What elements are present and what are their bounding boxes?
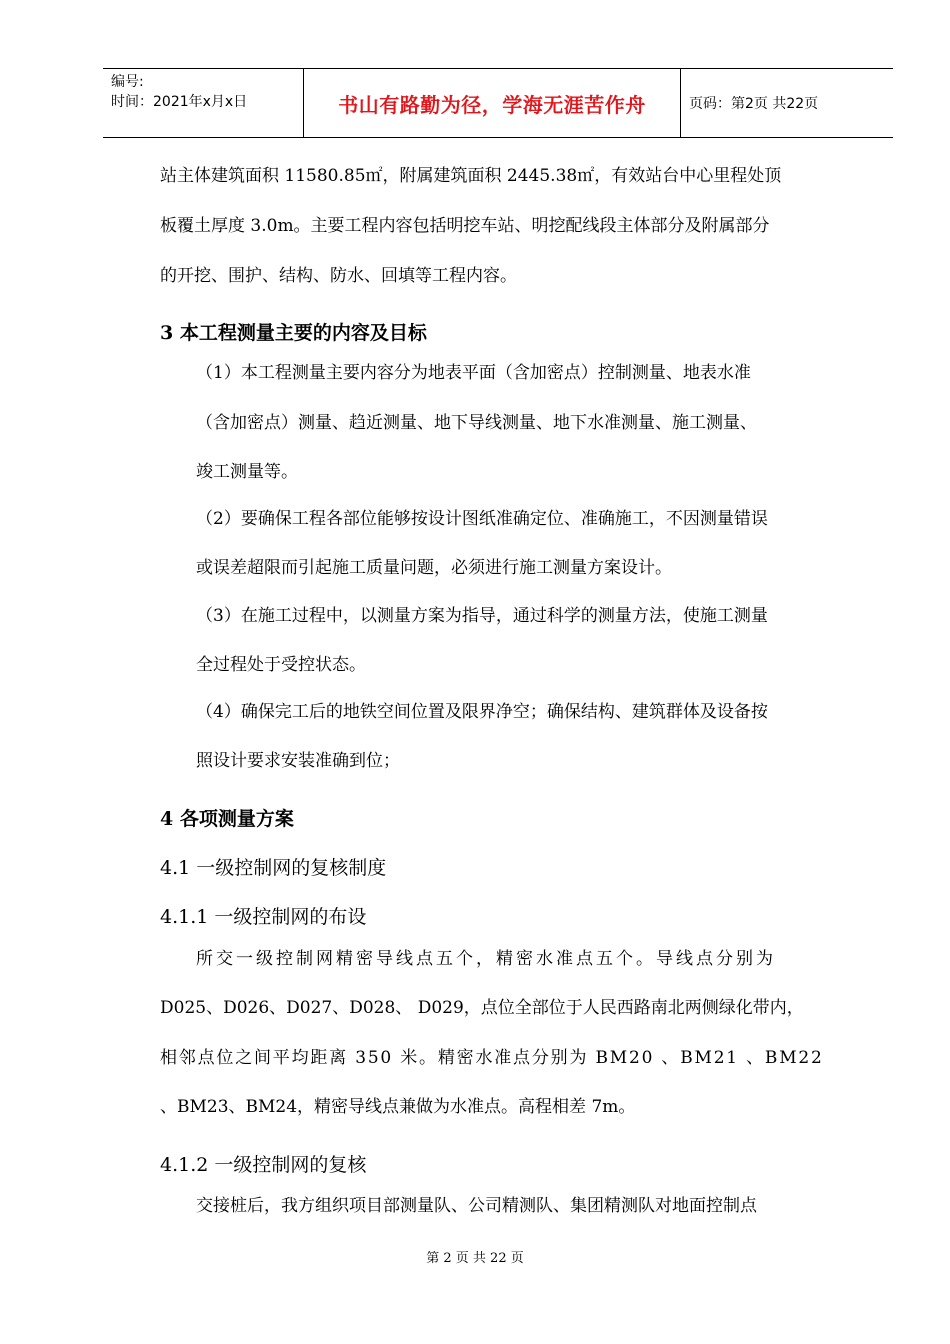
body-line: 交接桩后，我方组织项目部测量队、公司精测队、集团精测队对地面控制点 [196,1196,757,1216]
header-page-label: 页码：第2页 共22页 [689,96,819,112]
subsection-heading: 4.1 一级控制网的复核制度 [160,857,387,879]
header-meta [111,72,247,112]
number-label: 编号: [111,74,144,90]
header-motto: 书山有路勤为径，学海无涯苦作舟 [338,92,646,117]
body-line: 站主体建筑面积 11580.85㎡，附属建筑面积 2445.38㎡，有效站台中心里程处顶 [160,166,782,186]
body-line: 板覆土厚度 3.0m。主要工程内容包括明挖车站、明挖配线段主体部分及附属部分 [160,216,770,236]
body-line: （1）本工程测量主要内容分为地表平面（含加密点）控制测量、地表水准 [196,363,751,383]
subsection-heading: 4.1.2 一级控制网的复核 [160,1154,367,1176]
subsection-heading: 4.1.1 一级控制网的布设 [160,906,367,928]
section-heading-3: 3 本工程测量主要的内容及目标 [160,322,427,344]
body-line: 的开挖、围护、结构、防水、回填等工程内容。 [160,266,517,286]
body-line: （4）确保完工后的地铁空间位置及限界净空；确保结构、建筑群体及设备按 [196,702,768,722]
body-line: 相邻点位之间平均距离 350 米。精密水准点分别为 BM20 、BM21 、BM22 [160,1048,824,1068]
time-label: 时间：2021年x月x日 [111,94,248,110]
body-line: 全过程处于受控状态。 [196,655,366,675]
body-line: 或误差超限而引起施工质量问题，必须进行施工测量方案设计。 [196,558,672,578]
body-line: （3）在施工过程中，以测量方案为指导，通过科学的测量方法，使施工测量 [196,606,768,626]
body-line: 照设计要求安装准确到位； [196,751,400,771]
page-header [103,68,893,138]
header-divider [680,69,681,137]
page-footer: 第 2 页 共 22 页 [426,1251,524,1266]
body-line: 、BM23、BM24，精密导线点兼做为水准点。高程相差 7m。 [160,1097,636,1117]
section-heading-4: 4 各项测量方案 [160,808,294,830]
body-line: 竣工测量等。 [196,462,298,482]
body-line: （含加密点）测量、趋近测量、地下导线测量、地下水准测量、施工测量、 [196,413,757,433]
body-line: （2）要确保工程各部位能够按设计图纸准确定位、准确施工，不因测量错误 [196,509,768,529]
body-line: D025、D026、D027、D028、 D029，点位全部位于人民西路南北两侧绿化带内， [160,998,804,1018]
body-line: 所交一级控制网精密导线点五个，精密水准点五个。导线点分别为 [196,949,776,969]
